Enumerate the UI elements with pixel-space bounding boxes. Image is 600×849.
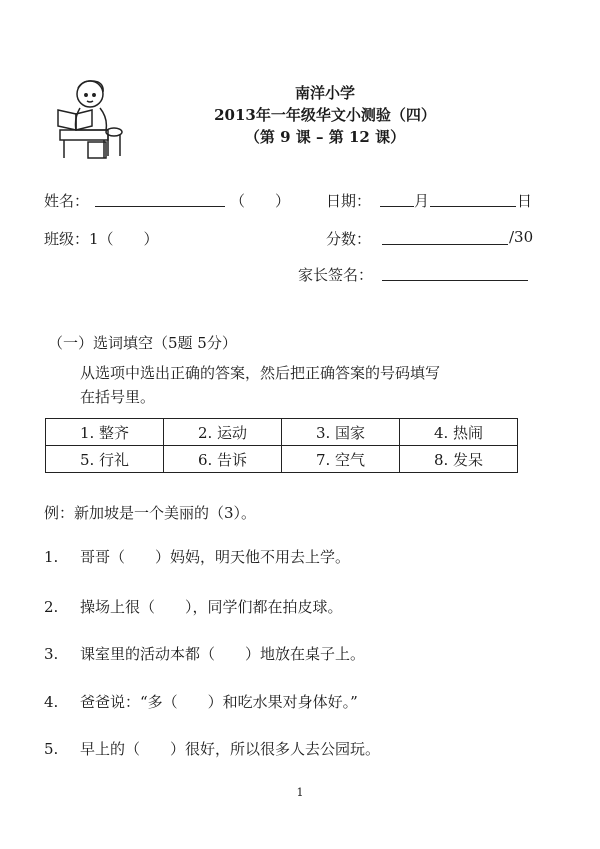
parent-signature-field[interactable] bbox=[382, 266, 528, 281]
question-number: 4. bbox=[44, 693, 59, 711]
option-cell: 7. 空气 bbox=[282, 446, 400, 473]
question-text: 早上的（ ）很好，所以很多人去公园玩。 bbox=[80, 740, 381, 758]
seat-number-paren: （ ） bbox=[230, 192, 291, 210]
option-cell: 8. 发呆 bbox=[400, 446, 518, 473]
section-title: （一）选词填空（5题 5分） bbox=[48, 334, 237, 352]
option-cell: 5. 行礼 bbox=[46, 446, 164, 473]
question-item bbox=[44, 643, 365, 664]
section-instruction-line2: 在括号里。 bbox=[80, 388, 156, 406]
score-field[interactable] bbox=[382, 230, 508, 245]
options-table bbox=[45, 418, 518, 473]
date-label: 日期： bbox=[326, 192, 372, 210]
score-label: 分数： bbox=[326, 230, 372, 248]
question-text: 爸爸说：“多（ ）和吃水果对身体好。” bbox=[80, 693, 358, 711]
class-label: 班级：1（ ） bbox=[44, 230, 159, 248]
example-sentence: 例：新加坡是一个美丽的（3）。 bbox=[44, 504, 257, 522]
option-cell: 4. 热闹 bbox=[400, 419, 518, 446]
month-field[interactable] bbox=[380, 192, 414, 207]
question-item bbox=[44, 596, 343, 617]
day-label: 日 bbox=[517, 192, 533, 210]
section-instruction-line1: 从选项中选出正确的答案，然后把正确答案的号码填写 bbox=[80, 364, 441, 382]
parent-signature-label: 家长签名： bbox=[298, 266, 374, 284]
question-number: 2. bbox=[44, 598, 59, 616]
page-subtitle: （第 9 课 – 第 12 课） bbox=[244, 128, 406, 146]
question-text: 课室里的活动本都（ ）地放在桌子上。 bbox=[80, 645, 366, 663]
school-name: 南洋小学 bbox=[294, 84, 355, 102]
question-item bbox=[44, 738, 380, 759]
day-field[interactable] bbox=[430, 192, 516, 207]
question-number: 1. bbox=[44, 548, 59, 566]
score-total: /30 bbox=[509, 228, 534, 246]
options-row bbox=[46, 419, 518, 446]
option-cell: 2. 运动 bbox=[164, 419, 282, 446]
question-item bbox=[44, 546, 350, 567]
options-row bbox=[46, 446, 518, 473]
name-label: 姓名： bbox=[44, 192, 90, 210]
option-cell: 3. 国家 bbox=[282, 419, 400, 446]
question-item bbox=[44, 691, 358, 712]
page-title: 2013年一年级华文小测验（四） bbox=[214, 106, 436, 124]
option-cell: 1. 整齐 bbox=[46, 419, 164, 446]
question-text: 哥哥（ ）妈妈，明天他不用去上学。 bbox=[80, 548, 351, 566]
question-number: 5. bbox=[44, 740, 59, 758]
name-field[interactable] bbox=[95, 192, 225, 207]
month-label: 月 bbox=[414, 192, 430, 210]
question-number: 3. bbox=[44, 645, 59, 663]
page-number: 1 bbox=[296, 786, 304, 799]
question-text: 操场上很（ ），同学们都在拍皮球。 bbox=[80, 598, 343, 616]
option-cell: 6. 告诉 bbox=[164, 446, 282, 473]
